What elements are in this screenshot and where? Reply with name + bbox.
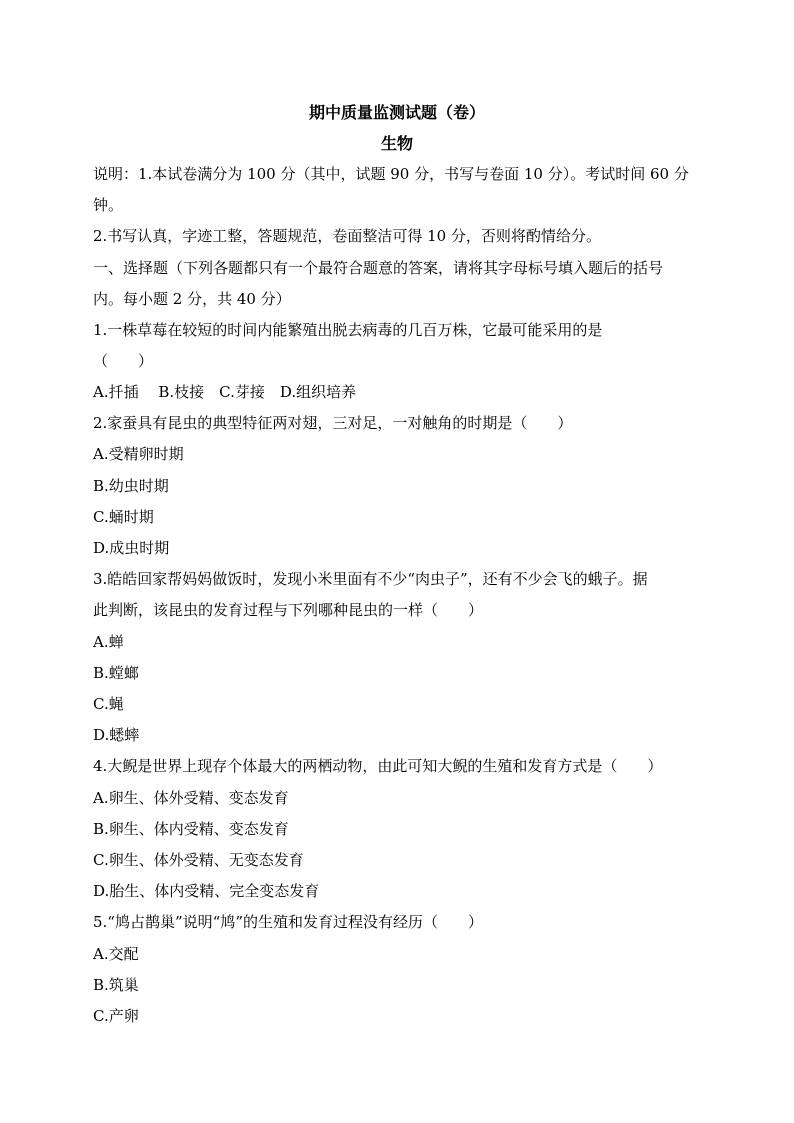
question-5-stem: 5.“鸠占鹊巢”说明“鸠”的生殖和发育过程没有经历（ ） — [93, 913, 483, 931]
question-2-option-a: A.受精卵时期 — [93, 445, 184, 463]
question-5-option-b: B.筑巢 — [93, 976, 139, 994]
subject-title: 生物 — [380, 134, 413, 153]
question-1-options: A.扦插 B.枝接 C.芽接 D.组织培养 — [93, 383, 357, 401]
question-5-option-c: C.产卵 — [93, 1007, 139, 1025]
instructions-line-1a: 说明：1.本试卷满分为 100 分（其中，试题 90 分，书写与卷面 10 分）。考试时间 60 分 — [93, 165, 689, 183]
question-4-stem: 4.大鲵是世界上现存个体最大的两栖动物，由此可知大鲵的生殖和发育方式是（ ） — [93, 757, 663, 775]
exam-title: 期中质量监测试题（卷） — [308, 103, 485, 122]
question-3-stem-b: 此判断，该昆虫的发育过程与下列哪种昆虫的一样（ ） — [93, 601, 484, 619]
instructions-line-1b: 钟。 — [93, 196, 124, 214]
question-5-option-a: A.交配 — [93, 945, 139, 963]
question-4-option-d: D.胎生、体内受精、完全变态发育 — [93, 882, 320, 900]
section-heading-a: 一、选择题（下列各题都只有一个最符合题意的答案，请将其字母标号填入题后的括号 — [93, 259, 664, 277]
question-3-option-d: D.蟋蟀 — [93, 726, 140, 744]
question-3-option-c: C.蝇 — [93, 695, 124, 713]
section-heading-b: 内。每小题 2 分，共 40 分） — [93, 290, 291, 308]
question-3-option-b: B.螳螂 — [93, 664, 139, 682]
question-2-stem: 2.家蚕具有昆虫的典型特征两对翅，三对足，一对触角的时期是（ ） — [93, 414, 573, 432]
question-4-option-b: B.卵生、体内受精、变态发育 — [93, 820, 289, 838]
question-1-stem-b: （ ） — [93, 352, 154, 370]
question-2-option-c: C.蛹时期 — [93, 508, 154, 526]
question-3-option-a: A.蝉 — [93, 633, 124, 651]
instructions-line-2: 2.书写认真，字迹工整，答题规范，卷面整洁可得 10 分，否则将酌情给分。 — [93, 227, 601, 245]
question-2-option-d: D.成虫时期 — [93, 539, 170, 557]
question-4-option-a: A.卵生、体外受精、变态发育 — [93, 789, 289, 807]
question-2-option-b: B.幼虫时期 — [93, 477, 169, 495]
question-4-option-c: C.卵生、体外受精、无变态发育 — [93, 851, 304, 869]
question-3-stem-a: 3.皓皓回家帮妈妈做饭时，发现小米里面有不少“肉虫子”，还有不少会飞的蛾子。据 — [93, 570, 648, 588]
question-1-stem-a: 1.一株草莓在较短的时间内能繁殖出脱去病毒的几百万株，它最可能采用的是 — [93, 321, 603, 339]
